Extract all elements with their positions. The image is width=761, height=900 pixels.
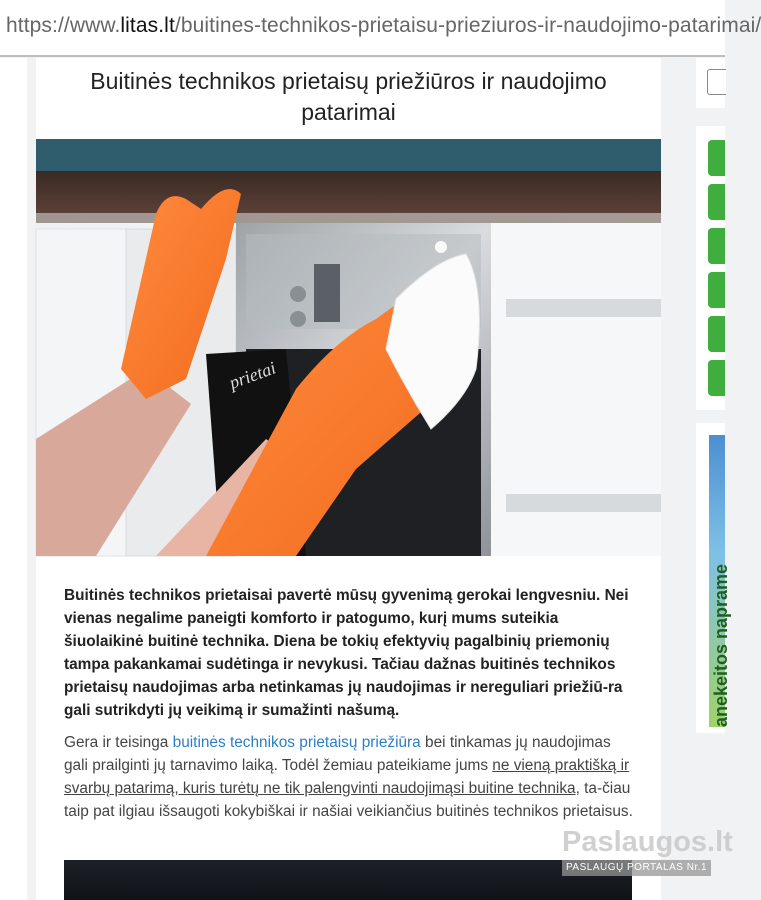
url-host: litas.lt [120, 14, 175, 37]
sidebar-button[interactable] [708, 228, 725, 264]
watermark-tagline-text: PASLAUGŲ PORTALAS [566, 862, 684, 873]
sidebar-ad[interactable] [696, 423, 731, 733]
sidebar-button[interactable] [708, 316, 725, 352]
search-input[interactable] [707, 69, 726, 95]
sparkle-icon [435, 241, 447, 253]
article-paragraph [64, 731, 636, 823]
right-sidebar [696, 58, 731, 900]
oven-display [314, 264, 340, 322]
watermark-logo [560, 822, 733, 880]
article [36, 58, 661, 900]
ad-banner[interactable] [709, 435, 731, 727]
wooden-shelf [36, 171, 661, 213]
next-article-image [64, 860, 632, 900]
appliance-care-link[interactable]: buitinės technikos prietaisų priežiūra [172, 734, 421, 751]
url-path: /buitines-technikos-prietaisu-prieziuros-ir-naudojimo-patarimai/ [174, 14, 761, 37]
watermark-brand: Paslaugos.lt [562, 826, 733, 858]
ad-banner-text: anekeitos naprame [711, 563, 731, 727]
sidebar-button[interactable] [708, 184, 725, 220]
url-prefix: https://www. [6, 14, 121, 37]
cleaning-oven-photo [36, 139, 661, 556]
tips-link[interactable]: ne vieną praktišką ir svarbų patarimą, kuris turėtų ne tik palengvinti naudojimąsi buitine technika [64, 757, 630, 797]
sidebar-button[interactable] [708, 140, 725, 176]
address-bar[interactable] [0, 0, 761, 56]
top-strip [36, 139, 661, 171]
paragraph-text: Gera ir teisinga [64, 734, 173, 751]
hero-image [36, 139, 661, 556]
sidebar-button[interactable] [708, 272, 725, 308]
watermark-tagline [562, 860, 711, 876]
oven-knob-icon [290, 311, 306, 327]
toolbar-divider [0, 55, 725, 57]
towel-print-text: prietai [226, 357, 279, 393]
article-lead: Buitinės technikos prietaisai pavertė mūsų gyvenimą gerokai lengvesniu. Nei vienas negalime paneigti komforto ir patogumo, kurį mums suteikia šiuolaikinė buitinė technika. Diena be tokių efektyvių pagalbinių priemonių tampa pakankamai sudėtinga ir nevykusi. Tačiau dažnas buitinės technikos prietaisų naudojimas arba netinkamas jų naudojimas ir nereguliari priežiū-ra gali sutrikdyti jų veikimą ir sumažinti našumą. [64, 587, 629, 719]
paragraph-text: , ta-čiau taip pat ilgiau išsaugoti kokybiškai ir našiai veikiančius buitinės technikos prietaisus. [64, 780, 633, 820]
oven-knob-icon [290, 286, 306, 302]
left-column [0, 58, 27, 900]
sidebar-menu [696, 126, 725, 410]
article-title: Buitinės technikos prietaisų priežiūros ir naudojimo patarimai [90, 68, 607, 125]
sidebar-button[interactable] [708, 360, 725, 396]
paragraph-text: bei tinkamas jų naudojimas gali prailginti jų tarnavimo laiką. Todėl žemiau pateikiame jums [64, 734, 611, 774]
sidebar-search-box [696, 58, 725, 108]
url-text[interactable] [6, 14, 761, 38]
watermark-number: Nr.1 [686, 862, 708, 873]
